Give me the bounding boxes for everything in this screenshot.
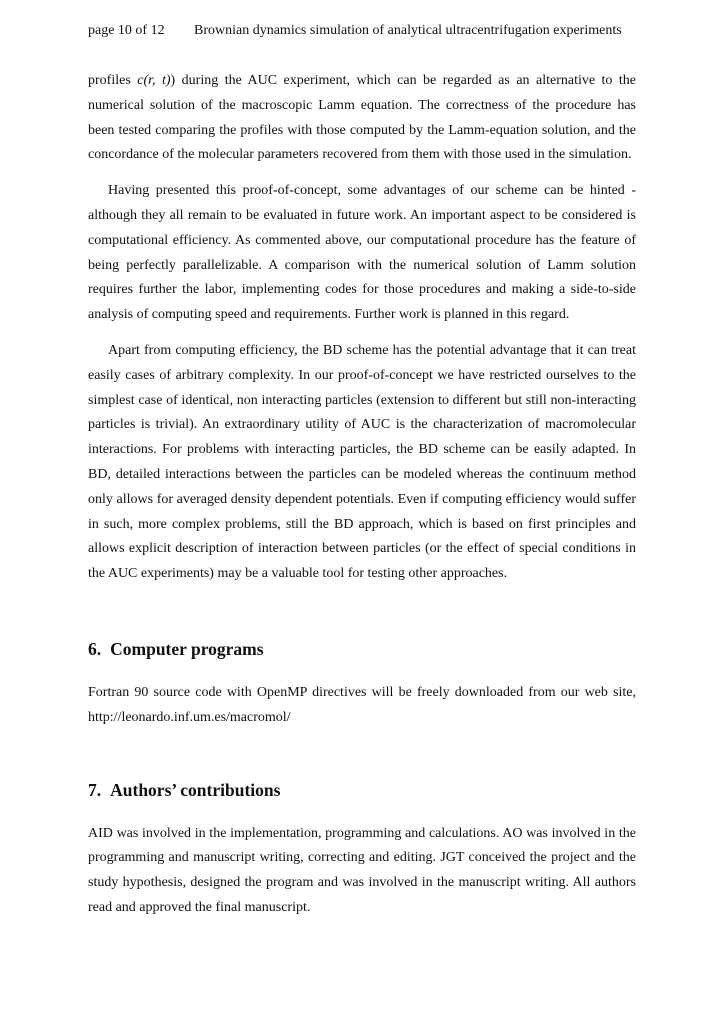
page: [88, 18, 636, 921]
paragraph-computer-programs: Fortran 90 source code with OpenMP directives will be freely downloaded from our web site, http://leonardo.inf.um.es/macromol/: [88, 684, 636, 725]
paragraph-profiles: [88, 69, 636, 168]
section-number: 6.: [88, 638, 102, 659]
paragraph-profiles-body: ) during the AUC experiment, which can be regarded as an alternative to the numerical solution of the macroscopic Lamm equation. The correctness of the procedure has been tested comparing the profiles with those computed by the Lamm-equation solution, and the concordance of the molecular parameters recovered from them with those used in the simulation.: [88, 73, 637, 163]
section-heading-authors-contributions: [88, 778, 636, 802]
section-heading-computer-programs: [88, 637, 636, 661]
paragraph-authors-contributions: AID was involved in the implementation, programming and calculations. AO was involved in the programming and manuscript writing, correcting and editing. JGT conceived the project and the study hypothesis, designed the program and was involved in the manuscript writing. All authors read and approved the final manuscript.: [88, 825, 636, 915]
profile-function: c(r, t): [137, 73, 171, 88]
paragraph-proof-of-concept: Having presented this proof-of-concept, some advantages of our scheme can be hinted - although they all remain to be evaluated in future work. An important aspect to be considered is computational efficiency. As commented above, our computational procedure has the feature of being perfectly parallelizable. A comparison with the numerical solution of Lamm solution requires further the labor, implementing codes for those procedures and making a side-to-side analysis of computing speed and requirements. Further work is planned in this regard.: [88, 183, 636, 323]
section-title: Computer programs: [110, 638, 264, 659]
section-number: 7.: [88, 779, 102, 800]
paragraph-profiles-lead: profiles: [88, 73, 138, 88]
running-title: Brownian dynamics simulation of analytical ultracentrifugation experiments: [194, 23, 622, 38]
running-header: [88, 18, 636, 43]
section-title: Authors’ contributions: [110, 779, 281, 800]
page-number: page 10 of 12: [88, 23, 165, 38]
paragraph-computing-efficiency: Apart from computing efficiency, the BD scheme has the potential advantage that it can treat easily cases of arbitrary complexity. In our proof-of-concept we have restricted ourselves to the simplest case of identical, non interacting particles (extension to different but still non-interacting particles is trivial). An extraordinary utility of AUC is the characterization of macromolecular interactions. For problems with interacting particles, the BD scheme can be easily adapted. In BD, detailed interactions between the particles can be modeled whereas the continuum method only allows for averaged density dependent potentials. Even if computing efficiency would suffer in such, more complex problems, still the BD approach, which is based on first principles and allows explicit description of interaction between particles (or the effect of special conditions in the AUC experiments) may be a valuable tool for testing other approaches.: [88, 342, 636, 582]
